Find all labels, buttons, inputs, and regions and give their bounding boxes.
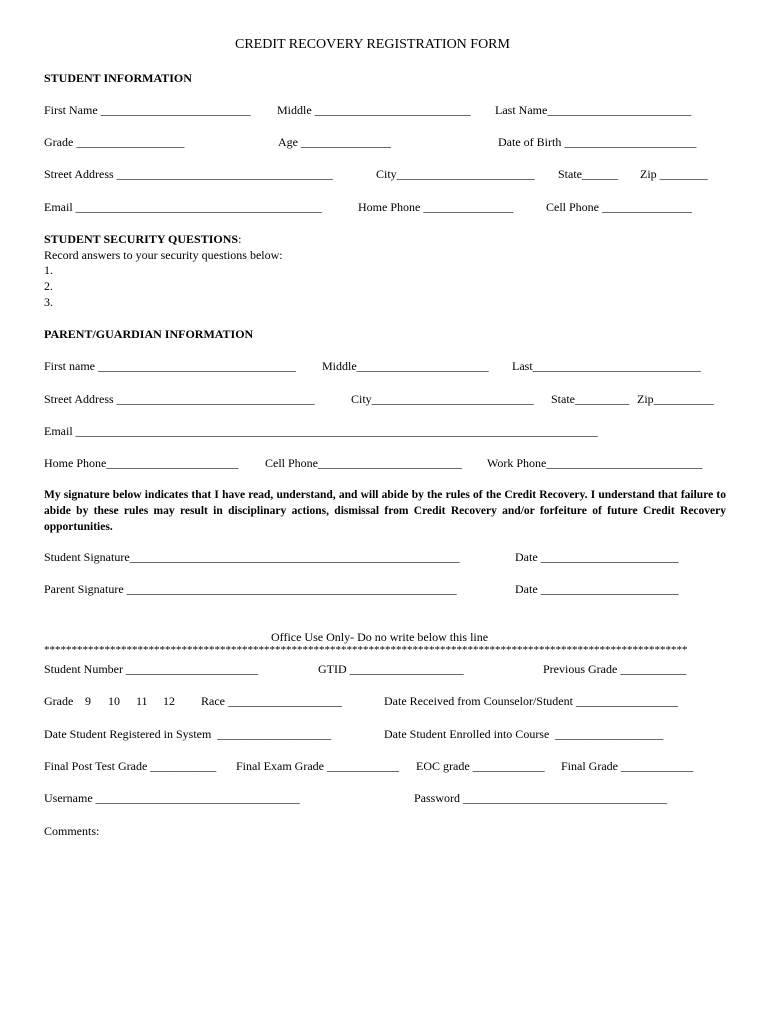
final-post-test-grade-field[interactable]: Final Post Test Grade ___________ [44,759,217,773]
student-email-field[interactable]: Email _________________________________________ [44,200,322,214]
student-grade-field[interactable]: Grade __________________ [44,135,185,149]
form-title: CREDIT RECOVERY REGISTRATION FORM [235,37,510,52]
student-age-field[interactable]: Age _______________ [278,135,391,149]
previous-grade-field[interactable]: Previous Grade ___________ [543,662,687,676]
security-answer-2[interactable]: 2. [44,279,53,293]
student-cell-phone-field[interactable]: Cell Phone _______________ [546,200,692,214]
password-field[interactable]: Password __________________________________ [414,791,668,805]
security-heading-line [44,232,241,246]
student-signature-date-field[interactable]: Date _______________________ [515,550,679,564]
office-use-heading: Office Use Only- Do no write below this line [271,630,489,644]
student-home-phone-field[interactable]: Home Phone _______________ [358,200,514,214]
parent-street-field[interactable]: Street Address _________________________________ [44,392,315,406]
grade-label: Grade [44,694,74,708]
student-last-name-field[interactable]: Last Name________________________ [495,103,692,117]
date-registered-field[interactable]: Date Student Registered in System ___________________ [44,727,332,741]
parent-home-phone-field[interactable]: Home Phone______________________ [44,456,239,470]
parent-zip-field[interactable]: Zip__________ [637,392,714,406]
student-info-heading: STUDENT INFORMATION [44,71,192,85]
security-instruction: Record answers to your security questions below: [44,248,283,262]
parent-cell-phone-field[interactable]: Cell Phone________________________ [265,456,462,470]
grade-option-12[interactable]: 12 [163,694,175,708]
security-heading-colon: : [238,232,242,246]
comments-label[interactable]: Comments: [44,824,100,838]
security-answer-1[interactable]: 1. [44,263,53,277]
parent-middle-field[interactable]: Middle______________________ [322,359,489,373]
student-city-field[interactable]: City_______________________ [376,167,535,181]
date-received-field[interactable]: Date Received from Counselor/Student _________________ [384,694,678,708]
student-number-field[interactable]: Student Number ______________________ [44,662,258,676]
parent-state-field[interactable]: State_________ [551,392,629,406]
parent-work-phone-field[interactable]: Work Phone__________________________ [487,456,703,470]
gtid-field[interactable]: GTID ___________________ [318,662,464,676]
parent-signature-date-field[interactable]: Date _______________________ [515,582,679,596]
student-state-field[interactable]: State______ [558,167,618,181]
grade-option-9[interactable]: 9 [85,694,91,708]
security-answer-3[interactable]: 3. [44,295,53,309]
parent-last-field[interactable]: Last____________________________ [512,359,701,373]
date-enrolled-field[interactable]: Date Student Enrolled into Course __________________ [384,727,664,741]
parent-email-field[interactable]: Email _______________________________________________________________________________________ [44,424,598,438]
final-exam-grade-field[interactable]: Final Exam Grade ____________ [236,759,399,773]
student-signature-field[interactable]: Student Signature_______________________________________________________ [44,550,460,564]
student-middle-field[interactable]: Middle __________________________ [277,103,471,117]
parent-info-heading: PARENT/GUARDIAN INFORMATION [44,327,254,341]
student-street-field[interactable]: Street Address ____________________________________ [44,167,333,181]
race-field[interactable]: Race ___________________ [201,694,342,708]
parent-city-field[interactable]: City___________________________ [351,392,534,406]
parent-first-name-field[interactable]: First name _________________________________ [44,359,296,373]
student-dob-field[interactable]: Date of Birth ______________________ [498,135,697,149]
office-separator: ********************************************************************************************************************* [44,644,688,656]
grade-option-11[interactable]: 11 [136,694,148,708]
grade-option-10[interactable]: 10 [108,694,120,708]
security-heading: STUDENT SECURITY QUESTIONS [44,232,239,246]
agreement-statement: My signature below indicates that I have read, understand, and will abide by the rules of the Credit Recovery. I understand that failure to abide by these rules may result in disciplinary actions, dismissal from Credit Recovery and/or forfeiture of future Credit Recovery opportunities. [44,489,726,533]
final-grade-field[interactable]: Final Grade ____________ [561,759,693,773]
parent-signature-field[interactable]: Parent Signature _______________________________________________________ [44,582,457,596]
student-zip-field[interactable]: Zip ________ [640,167,708,181]
username-field[interactable]: Username __________________________________ [44,791,300,805]
student-first-name-field[interactable]: First Name _________________________ [44,103,251,117]
eoc-grade-field[interactable]: EOC grade ____________ [416,759,545,773]
